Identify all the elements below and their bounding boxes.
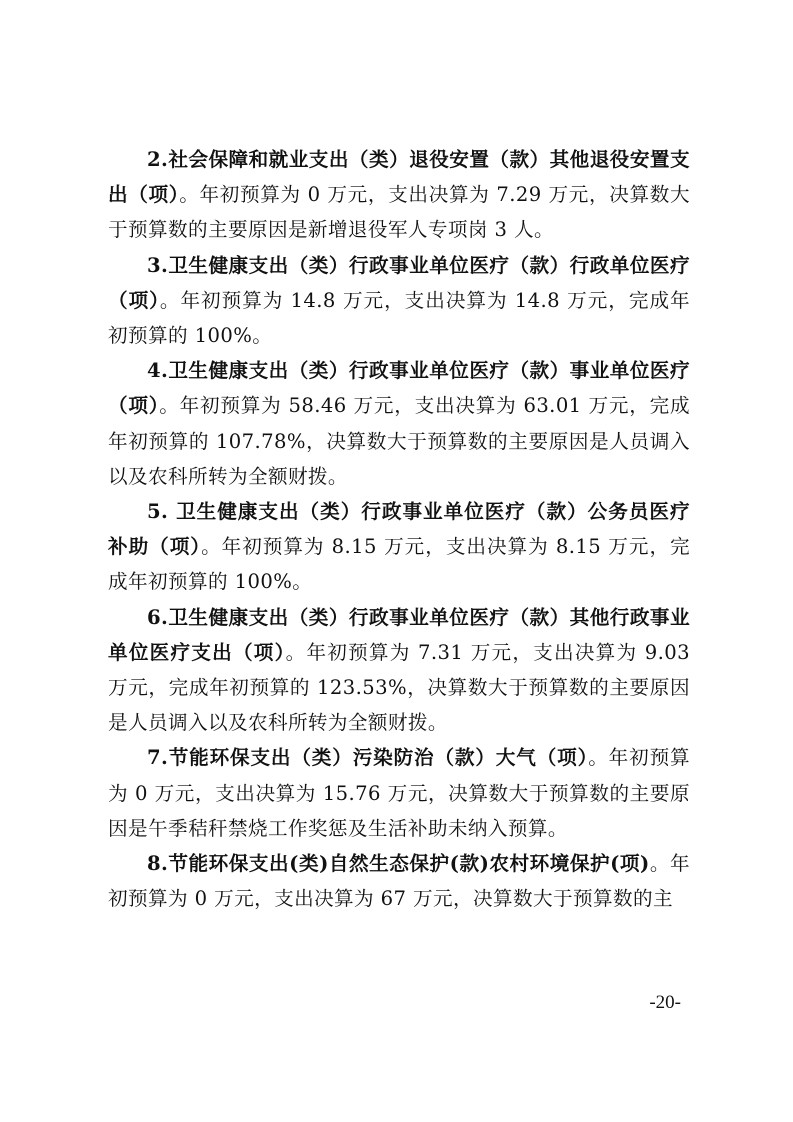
paragraph-heading: 5. 卫生健康支出（类）行政事业单位医疗（款）公务员医疗补助（项）	[108, 500, 690, 559]
paragraph-heading: 3.卫生健康支出（类）行政事业单位医疗（款）行政单位医疗（项）	[108, 253, 690, 312]
paragraph-item-5	[108, 494, 690, 600]
paragraph-body: 。年初预算为 0 万元，支出决算为 67 万元，决算数大于预算数的主	[108, 852, 690, 911]
paragraph-item-6	[108, 600, 690, 741]
paragraph-body: 。年初预算为 14.8 万元，支出决算为 14.8 万元，完成年初预算的 100%。	[108, 288, 691, 348]
paragraph-item-7	[108, 740, 690, 846]
paragraph-heading: 2.社会保障和就业支出（类）退役安置（款）其他退役安置支出（项）	[108, 148, 690, 207]
paragraph-item-8	[108, 846, 690, 916]
paragraph-heading: 8.节能环保支出(类)自然生态保护(款)农村环境保护(项)	[147, 852, 650, 876]
paragraph-item-2	[108, 142, 690, 248]
paragraph-item-4	[108, 353, 690, 494]
paragraph-item-3	[108, 248, 690, 354]
paragraph-heading: 4.卫生健康支出（类）行政事业单位医疗（款）事业单位医疗（项）	[108, 359, 690, 418]
paragraph-body: 。年初预算为 0 万元，支出决算为 15.76 万元，决算数大于预算数的主要原因是午季秸秆禁烧工作奖惩及生活补助未纳入预算。	[108, 746, 691, 840]
paragraph-heading: 6.卫生健康支出（类）行政事业单位医疗（款）其他行政事业单位医疗支出（项）	[108, 605, 690, 664]
paragraph-heading: 7.节能环保支出（类）污染防治（款）大气（项）	[147, 746, 589, 770]
document-body	[108, 142, 690, 916]
page-number: -20-	[649, 992, 681, 1013]
paragraph-body: 。年初预算为 0 万元，支出决算为 7.29 万元，决算数大于预算数的主要原因是新增退役军人专项岗 3 人。	[108, 183, 690, 242]
paragraph-body: 。年初预算为 58.46 万元，支出决算为 63.01 万元，完成年初预算的 107.78%，决算数大于预算数的主要原因是人员调入以及农科所转为全额财拨。	[108, 394, 690, 488]
paragraph-body: 。年初预算为 8.15 万元，支出决算为 8.15 万元，完成年初预算的 100%。	[108, 535, 691, 594]
paragraph-body: 。年初预算为 7.31 万元，支出决算为 9.03 万元，完成年初预算的 123.53%，决算数大于预算数的主要原因是人员调入以及农科所转为全额财拨。	[108, 640, 690, 735]
